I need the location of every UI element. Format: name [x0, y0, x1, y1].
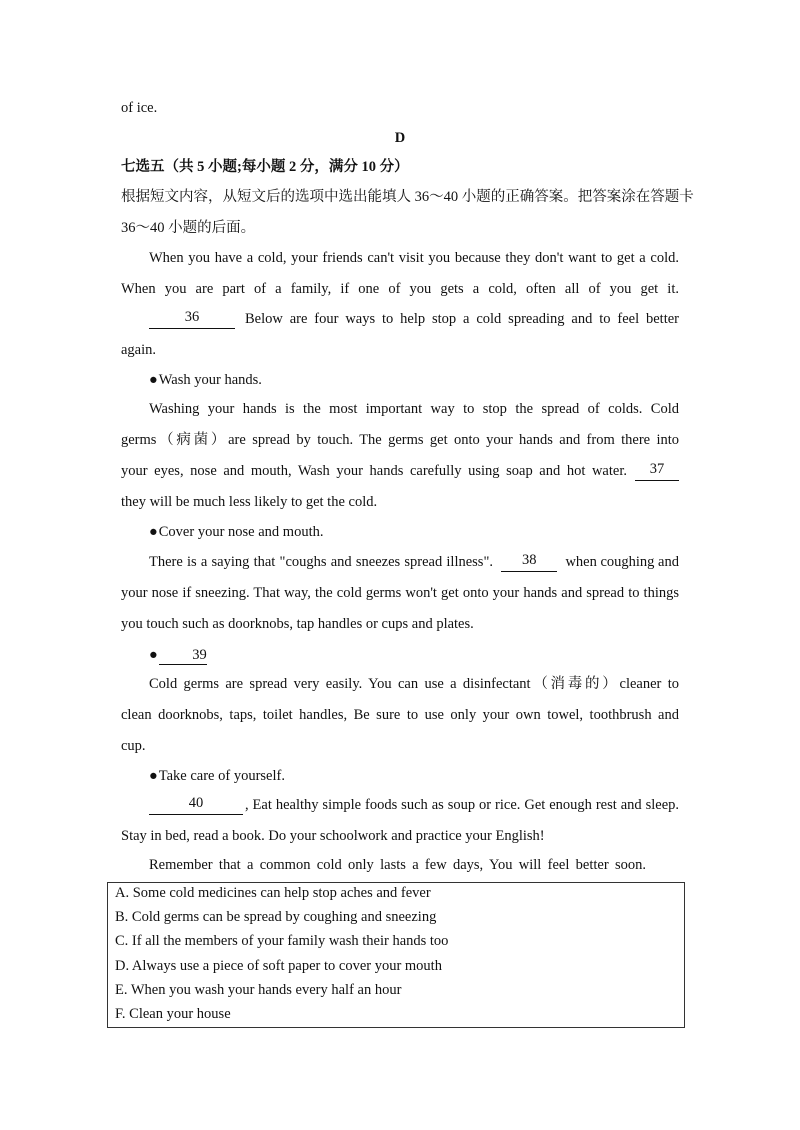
paragraph-3-line-2: germs（病菌）are spread by touch. The germs get onto your hands and from there into — [121, 432, 679, 448]
blank-36[interactable]: 36 — [149, 309, 235, 329]
instructions-line-1: 根据短文内容，从短文后的选项中选出能填人 36～40 小题的正确答案。把答案涂在答题卡 — [121, 189, 694, 205]
section-letter: D — [394, 130, 406, 146]
paragraph-2-line-1 — [149, 309, 679, 329]
option-f[interactable]: F. Clean your house — [115, 1006, 231, 1022]
heading-cover-nose — [149, 522, 679, 542]
paragraph-1-line-1: When you have a cold, your friends can't visit you because they don't want to get a cold. — [149, 250, 679, 266]
paragraph-3-line-1: Washing your hands is the most important way to stop the spread of colds. Cold — [149, 401, 679, 417]
paragraph-3-line-4: they will be much less likely to get the cold. — [121, 494, 378, 510]
paragraph-3-text: your eyes, nose and mouth, Wash your hands carefully using soap and hot water. — [121, 463, 627, 479]
heading-39 — [149, 645, 679, 665]
paragraph-1-line-2: When you are part of a family, if one of you gets a cold, often all of you get it. — [121, 281, 679, 297]
paragraph-4-line-1 — [149, 552, 679, 572]
bullet-icon: ● — [149, 372, 158, 388]
option-d[interactable]: D. Always use a piece of soft paper to cover your mouth — [115, 958, 442, 974]
heading-text: Cover your nose and mouth. — [158, 524, 324, 540]
section-heading: 七选五（共 5 小题;每小题 2 分，满分 10 分） — [121, 159, 409, 175]
blank-38[interactable]: 38 — [501, 552, 557, 572]
blank-39[interactable]: 39 — [159, 647, 207, 665]
top-fragment: of ice. — [121, 100, 158, 116]
options-box — [107, 882, 685, 1028]
paragraph-6-line-2: Stay in bed, read a book. Do your schoolwork and practice your English! — [121, 828, 545, 844]
blank-37[interactable]: 37 — [635, 461, 679, 481]
paragraph-7-line-1: Remember that a common cold only lasts a few days, You will feel better soon. — [149, 857, 646, 873]
paragraph-2-line-2: again. — [121, 342, 157, 358]
heading-text: Wash your hands. — [158, 372, 262, 388]
blank-40[interactable]: 40 — [149, 795, 243, 815]
paragraph-4-text-post: when coughing and — [565, 554, 679, 570]
paragraph-5-line-2: clean doorknobs, taps, toilet handles, Be sure to use only your own towel, toothbrush and — [121, 707, 679, 723]
paragraph-6-line-1 — [149, 795, 679, 815]
bullet-icon: ● — [149, 768, 158, 784]
heading-wash-hands — [149, 370, 679, 390]
bullet-icon: ● — [149, 524, 158, 540]
option-c[interactable]: C. If all the members of your family wash their hands too — [115, 933, 449, 949]
option-a[interactable]: A. Some cold medicines can help stop aches and fever — [115, 885, 431, 901]
paragraph-2-text: Below are four ways to help stop a cold spreading and to feel better — [245, 311, 679, 327]
paragraph-4-line-3: you touch such as doorknobs, tap handles or cups and plates. — [121, 616, 474, 632]
paragraph-4-text: There is a saying that "coughs and sneezes spread illness". — [149, 554, 493, 570]
paragraph-5-line-1: Cold germs are spread very easily. You can use a disinfectant（消毒的）cleaner to — [149, 676, 679, 692]
paragraph-6-text: , Eat healthy simple foods such as soup or rice. Get enough rest and sleep. — [245, 797, 679, 813]
instructions-line-2: 36～40 小题的后面。 — [121, 220, 256, 236]
option-b[interactable]: B. Cold germs can be spread by coughing and sneezing — [115, 909, 437, 925]
bullet-icon: ● — [149, 647, 158, 663]
paragraph-5-line-3: cup. — [121, 738, 146, 754]
paragraph-4-line-2: your nose if sneezing. That way, the cold germs won't get onto your hands and spread to things — [121, 585, 679, 601]
paragraph-3-line-3 — [121, 461, 679, 481]
heading-text: Take care of yourself. — [158, 768, 285, 784]
heading-take-care — [149, 766, 679, 786]
option-e[interactable]: E. When you wash your hands every half an hour — [115, 982, 402, 998]
